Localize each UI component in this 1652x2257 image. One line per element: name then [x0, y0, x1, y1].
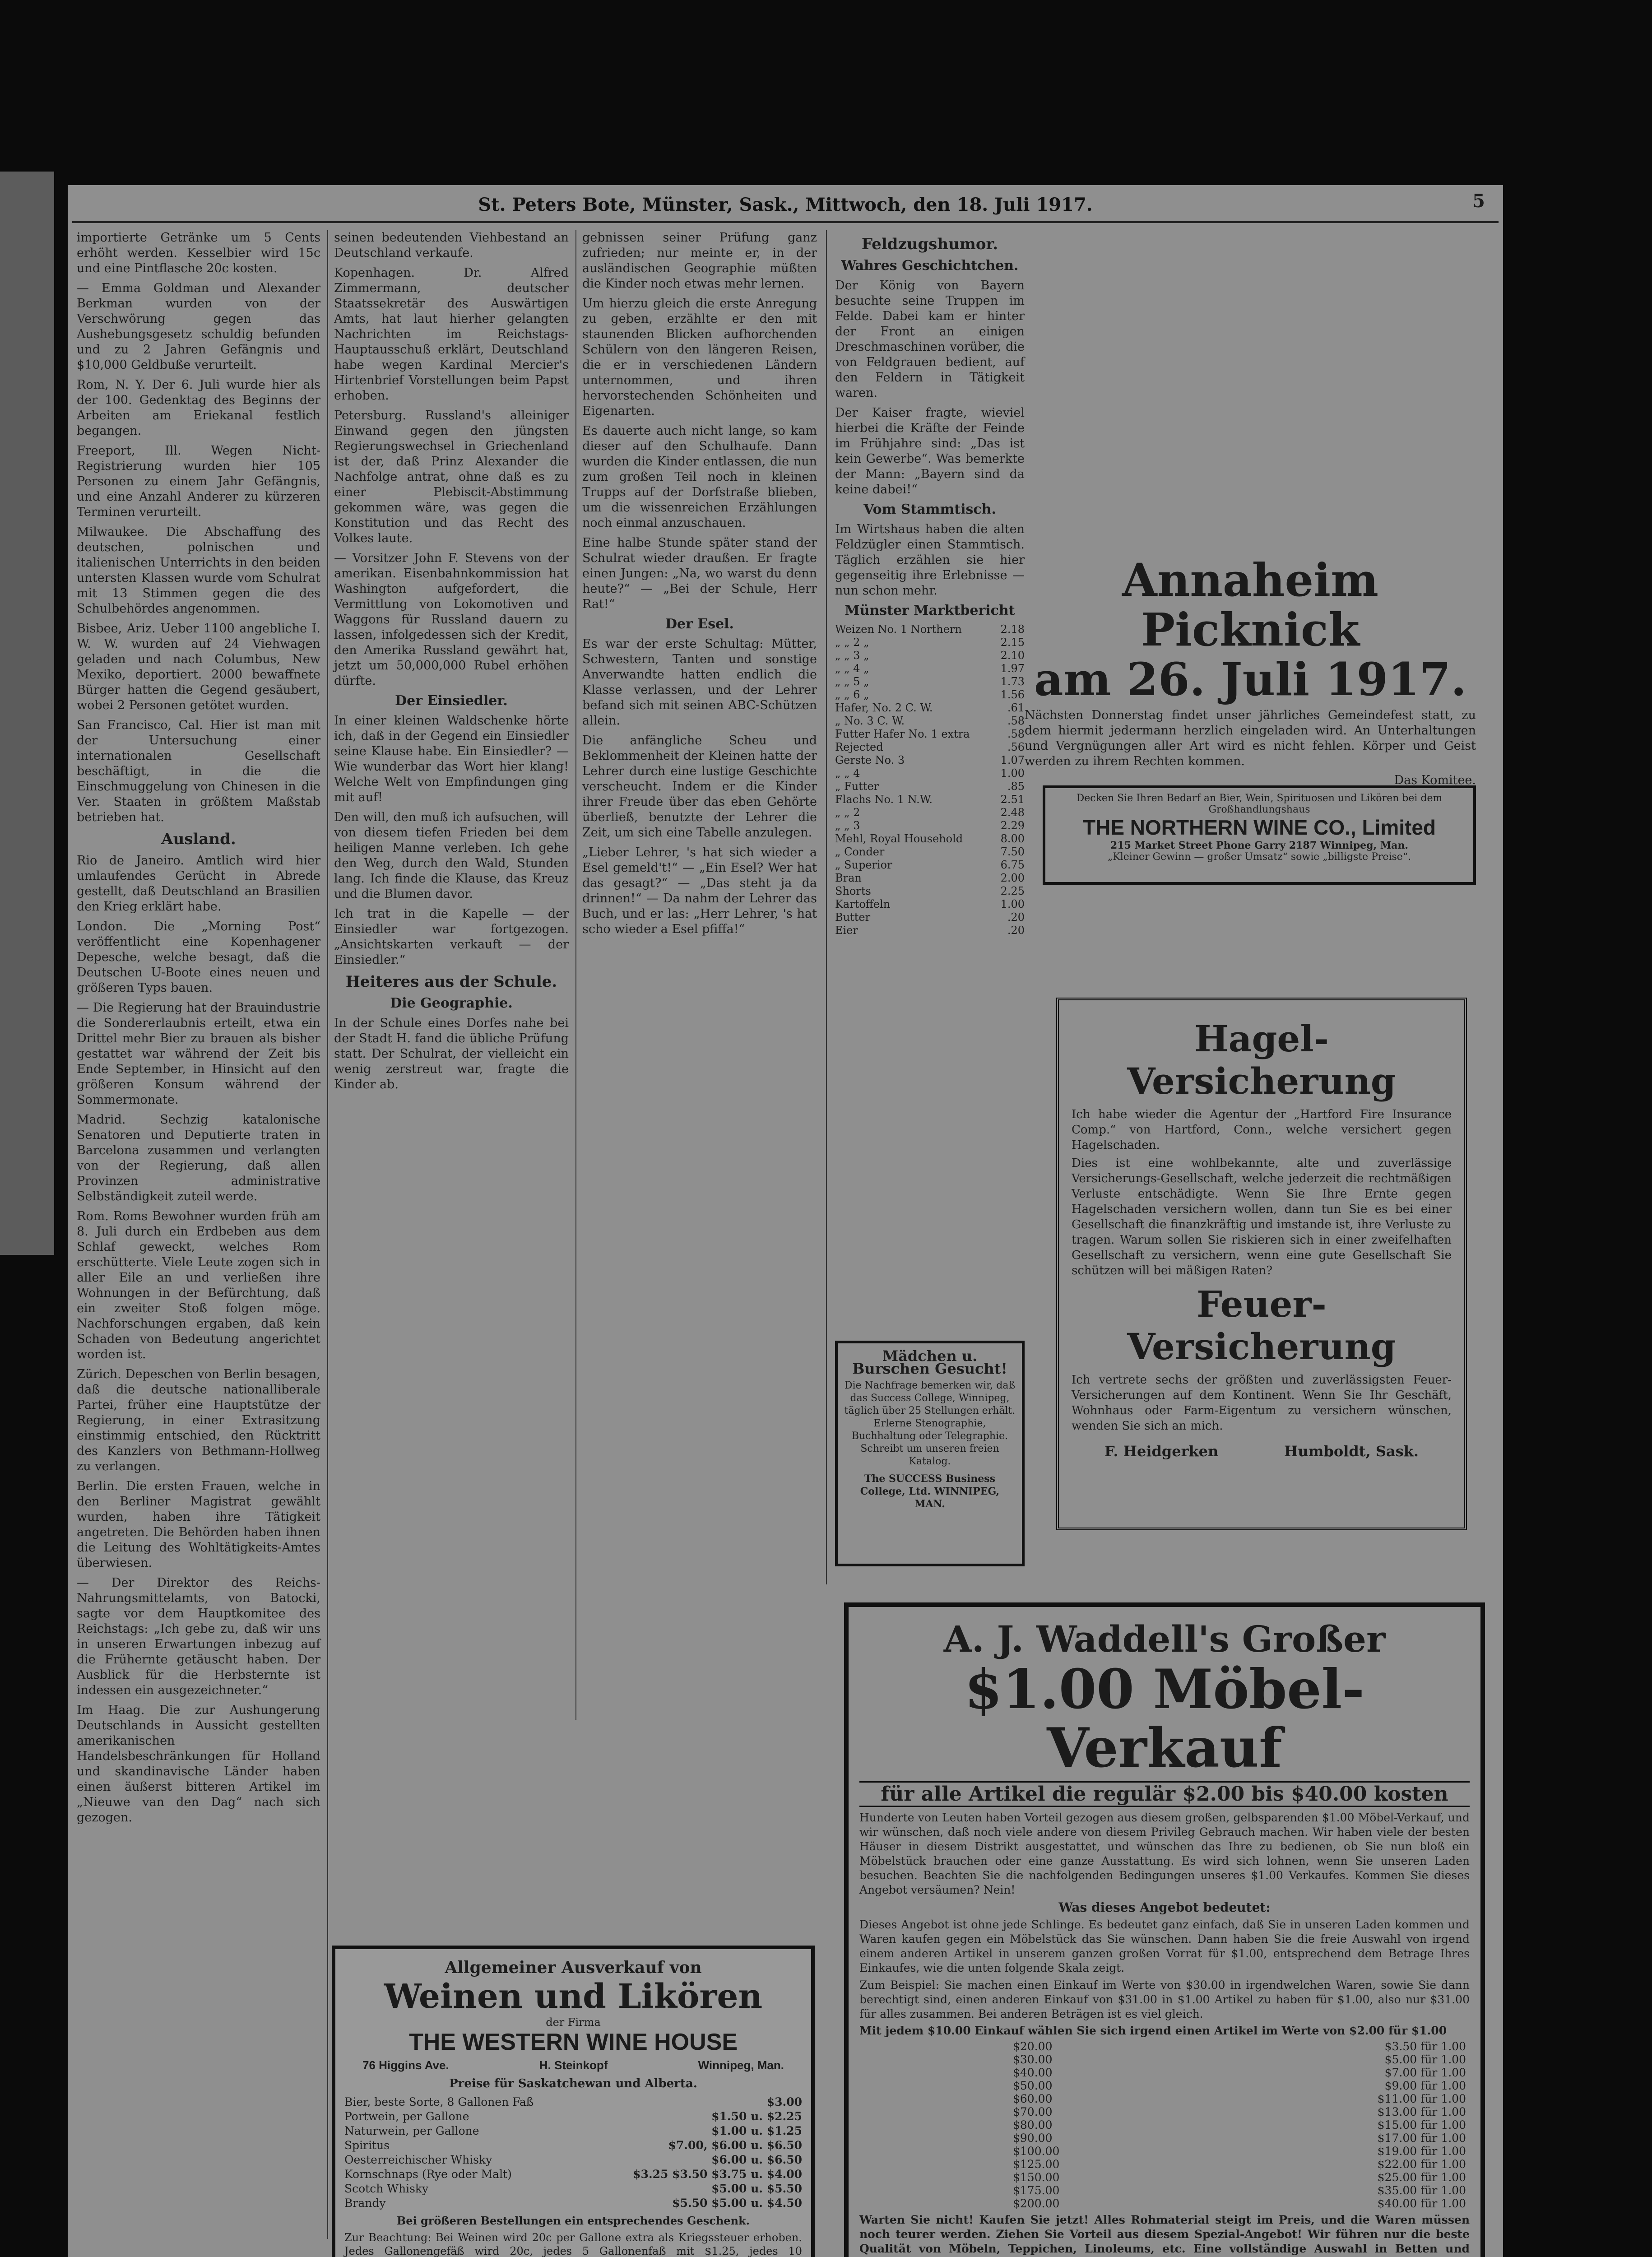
column-3 [582, 230, 817, 942]
scale-row [859, 2145, 1470, 2158]
bonus-value: $17.00 für 1.00 [1377, 2132, 1466, 2145]
article-paragraph: Ich trat in die Kapelle — der Einsiedler war fortgezogen. „Ansichtskarten verkauft — der Einsiedler.“ [334, 907, 569, 967]
row-value: 2.25 [1000, 885, 1025, 897]
price-row [344, 2167, 802, 2182]
bonus-value: $3.50 für 1.00 [1384, 2040, 1466, 2053]
address-street: 76 Higgins Ave. [362, 2058, 449, 2072]
waddell-table-heading: Mit jedem $10.00 Einkauf wählen Sie sich irgend einen Artikel im Werte von $2.00 für $1.00 [859, 2024, 1447, 2037]
bonus-value: $9.00 für 1.00 [1384, 2079, 1466, 2092]
market-row [835, 701, 1025, 715]
section-heading-ausland: Ausland. [161, 830, 236, 848]
newspaper-page [68, 185, 1503, 2257]
column-1 [77, 230, 320, 1830]
row-value: .56 [1007, 741, 1025, 753]
scale-row [859, 2158, 1470, 2171]
purchase-amount: $100.00 [1013, 2145, 1060, 2158]
row-label: Shorts [835, 885, 871, 897]
bonus-value: $11.00 für 1.00 [1377, 2092, 1466, 2105]
row-value: $3.25 $3.50 $3.75 u. $4.00 [633, 2168, 802, 2181]
bonus-value: $40.00 für 1.00 [1377, 2197, 1466, 2210]
scale-row [859, 2132, 1470, 2145]
ad-address: 215 Market Street Phone Garry 2187 Winnipeg, Man. [1110, 840, 1409, 851]
article-paragraph: Madrid. Sechzig katalonische Senatoren und Deputierte traten in Barcelona zusammen und verlangten von der Regierung, daß allen Provinzen administrative Selbständigkeit zuteil werde. [77, 1113, 320, 1203]
picnic-title: Annaheim Picknick [1122, 553, 1378, 656]
ad-annaheim-picnic [1025, 555, 1476, 792]
price-list [344, 2095, 802, 2211]
article-paragraph: Die anfängliche Scheu und Beklommenheit der Kleinen hatte der Lehrer durch eine lustige Geschichte verscheucht. Indem er die Kinder ihrer Freude über das eben Gehörte überließ, benutzte der Lehrer die Zeit, um sich eine Tabelle anzulegen. [582, 734, 817, 840]
address-owner: H. Steinkopf [539, 2058, 608, 2072]
price-row [344, 2196, 802, 2211]
row-label: „ Conder [835, 845, 885, 858]
scale-row [859, 2079, 1470, 2092]
scale-row [859, 2118, 1470, 2132]
row-value: 1.97 [1000, 662, 1025, 675]
article-paragraph: — Die Regierung hat der Brauindustrie die Sondererlaubnis erteilt, etwa ein Drittel mehr Bier zu brauen als bisher gestattet war während der Zeit bis Ende September, in Hinsicht auf den größeren Konsum während der Sommermonate. [77, 1001, 320, 1107]
adjacent-page-fragment [0, 172, 54, 1255]
row-label: Naturwein, per Gallone [344, 2124, 479, 2137]
purchase-amount: $50.00 [1013, 2079, 1053, 2092]
story-title-esel: Der Esel. [665, 616, 734, 632]
article-paragraph: Im Haag. Die zur Aushungerung Deutschlands in Aussicht gestellten amerikanischen Handelsbeschränkungen für Holland und skandinavische Länder haben einen äußerst bitteren Artikel im „Nieuwe van den Dag“ nach sich gezogen. [77, 1703, 320, 1825]
insurance-text: Ich habe wieder die Agentur der „Hartford Fire Insurance Comp.“ von Hartford, Conn., welche versichert gegen Hagelschaden. [1072, 1108, 1452, 1152]
article-paragraph: Den will, den muß ich aufsuchen, will von diesem tiefen Frieden bei dem heiligen Manne verleben. Ich gehe den Weg, durch den Wald, Stunden lang. Ich finde die Klause, das Kreuz und die Blumen davor. [334, 810, 569, 901]
row-label: „ „ 5 „ [835, 675, 869, 688]
price-row [344, 2182, 802, 2196]
market-row [835, 754, 1025, 767]
article-paragraph: Rom, N. Y. Der 6. Juli wurde hier als der 100. Gedenktag des Beginns der Arbeiten am Eriekanal festlich begangen. [77, 378, 320, 438]
waddell-title: A. J. Waddell's Großer [943, 1618, 1386, 1660]
article-paragraph: Bisbee, Ariz. Ueber 1100 angebliche I. W. W. wurden auf 24 Viehwagen geladen und nach Columbus, New Mexiko, deportiert. 2000 bewaffnete Bürger hatten die Gegend gesäubert, wobei 2 Personen getötet wurden. [77, 622, 320, 712]
article-paragraph: Der König von Bayern besuchte seine Truppen im Felde. Dabei kam er hinter der Front an einigen Dreschmaschinen vorüber, die von Feldgrauen bedient, auf den Feldern in Tätigkeit waren. [835, 279, 1025, 400]
picnic-signature: Das Komitee. [1394, 773, 1476, 787]
waddell-headline: $1.00 Möbel-Verkauf [964, 1658, 1365, 1780]
row-value: $5.00 u. $5.50 [711, 2182, 802, 2195]
article-paragraph: Rio de Janeiro. Amtlich wird hier umlaufendes Gerücht in Abrede gestellt, daß Deutschland an Brasilien den Krieg erklärt habe. [77, 854, 320, 914]
scale-row [859, 2197, 1470, 2210]
market-row [835, 688, 1025, 701]
row-label: Bran [835, 872, 862, 884]
row-value: .61 [1007, 701, 1025, 714]
article-paragraph: Freeport, Ill. Wegen Nicht-Registrierung wurden hier 105 Personen zu einem Jahr Gefängnis, und eine Anzahl Anderer zu kürzeren Terminen verurteilt. [77, 444, 320, 519]
row-label: „ „ 3 „ [835, 649, 869, 662]
row-value: 7.50 [1000, 845, 1025, 858]
row-label: „ „ 2 [835, 806, 860, 819]
ad-company: THE NORTHERN WINE CO., Limited [1083, 816, 1436, 839]
price-row [344, 2124, 802, 2138]
ad-note: Zur Beachtung: Bei Weinen wird 20c per Gallone extra als Kriegssteuer erhoben. Jedes Gallonengefäß wird 20c, jedes 5 Gallonenfaß mit $1.25, jedes 10 [344, 2231, 802, 2257]
market-row [835, 728, 1025, 741]
row-label: Futter Hafer No. 1 extra [835, 728, 970, 740]
row-value: $7.00, $6.00 u. $6.50 [668, 2139, 802, 2152]
ad-success-college [835, 1341, 1025, 1566]
row-label: Portwein, per Gallone [344, 2110, 469, 2123]
purchase-amount: $150.00 [1013, 2171, 1060, 2184]
picnic-body: Nächsten Donnerstag findet unser jährliches Gemeindefest statt, zu dem hiermit jedermann herzlich eingeladen wird. An Unterhaltungen und Vergnügungen aller Art wird es nicht fehlen. Körper und Geist werden zu ihrem Rechten kommen. [1025, 708, 1476, 768]
ad-small: der Firma [546, 2016, 601, 2029]
article-paragraph: Petersburg. Russland's alleiniger Einwand gegen den jüngsten Regierungswechsel in Griechenland ist der, daß Prinz Alexander die Nachfolge antrat, ohne daß es zu einer Plebiscit-Abstimmung gekommen wäre, was gegen die Konstitution und das Recht des Volkes laute. [334, 409, 569, 545]
market-row [835, 662, 1025, 675]
section-heading-schule: Heiteres aus der Schule. [345, 973, 557, 991]
market-row [835, 741, 1025, 754]
column-divider [826, 230, 827, 1584]
bonus-value: $7.00 für 1.00 [1384, 2066, 1466, 2079]
ad-note: Bei größeren Bestellungen ein entsprechendes Geschenk. [396, 2214, 750, 2227]
ad-western-wine [332, 1946, 815, 2257]
article-paragraph: Eine halbe Stunde später stand der Schulrat wieder draußen. Er fragte einen Jungen: „Na, wo warst du denn heute?“ — „Bei der Schule, Herr Rat!“ [582, 536, 817, 611]
ad-line: „Kleiner Gewinn — großer Umsatz“ sowie „billigste Preise“. [1107, 851, 1411, 863]
row-value: 1.00 [1000, 898, 1025, 910]
row-value: $5.50 $5.00 u. $4.50 [672, 2197, 802, 2210]
row-value: 2.29 [1000, 819, 1025, 832]
market-report-table [835, 623, 1025, 937]
row-value: 2.48 [1000, 806, 1025, 819]
ad-kicker: Allgemeiner Ausverkauf von [445, 1958, 702, 1977]
column-2 [334, 230, 569, 1097]
price-row [344, 2109, 802, 2124]
price-heading: Preise für Saskatchewan und Alberta. [449, 2077, 697, 2090]
row-value: .20 [1007, 924, 1025, 937]
row-value: .58 [1007, 715, 1025, 727]
row-label: Gerste No. 3 [835, 754, 905, 766]
row-label: Rejected [835, 741, 883, 753]
article-paragraph: In der Schule eines Dorfes nahe bei der Stadt H. fand die übliche Prüfung statt. Der Schulrat, der vielleicht ein wenig zerstreut war, fragte die Kinder ab. [334, 1016, 569, 1091]
row-label: Butter [835, 911, 871, 924]
bonus-value: $13.00 für 1.00 [1377, 2105, 1466, 2118]
column-divider [327, 230, 328, 2239]
article-paragraph: Um hierzu gleich die erste Anregung zu geben, erzählte er den mit staunenden Blicken aufhorchenden Schülern von den längeren Reisen, die er in verschiedenen Ländern unternommen, und ihren hervorstechenden Schönheiten und Eigenarten. [582, 297, 817, 418]
row-value: 1.56 [1000, 688, 1025, 701]
row-value: 1.00 [1000, 767, 1025, 780]
market-row [835, 872, 1025, 885]
market-row [835, 649, 1025, 662]
ad-address [362, 2058, 784, 2072]
article-paragraph: „Lieber Lehrer, 's hat sich wieder a Esel gemeld't!“ — „Ein Esel? Wer hat das gesagt?“ — „Das steht ja da drinnen!“ — Da nahm der Lehrer das Buch, und er las: „Herr Lehrer, 's hat scho wieder a Esel pfiffa!“ [582, 845, 817, 936]
article-paragraph: Rom. Roms Bewohner wurden früh am 8. Juli durch ein Erdbeben aus dem Schlaf geweckt, welches Rom erschütterte. Viele Leute zogen sich in aller Eile an und verließen ihre Wohnungen in der Befürchtung, daß ein zweiter Stoß folgen möge. Nachforschungen ergaben, daß kein Schaden von Bedeutung angerichtet worden ist. [77, 1209, 320, 1361]
row-label: „ No. 3 C. W. [835, 715, 905, 727]
scale-row [859, 2040, 1470, 2053]
waddell-text: Hunderte von Leuten haben Vorteil gezogen aus diesem großen, gelbsparenden $1.00 Möbel-Verkauf, und wir wünschen, daß noch viele andere von diesem Privileg Gebrauch machen. Wir haben viele der besten Häuser in diesem Distrikt ausgestattet, und wünschen das Ihre zu bedienen, ob Sie nun bloß ein Möbelstück brauchen oder eine ganze Ausstattung. Es wird sich lohnen, wenn Sie unseren Laden besuchen. Beachten Sie die nachfolgenden Bedingungen unseres $1.00 Verkaufes. Kommen Sie dieses Angebot versäumen? Nein! [859, 1811, 1470, 1896]
picnic-date: am 26. Juli 1917. [1034, 653, 1467, 706]
row-label: „ Futter [835, 780, 879, 793]
agent-place: Humboldt, Sask. [1284, 1443, 1419, 1460]
bonus-value: $5.00 für 1.00 [1384, 2053, 1466, 2066]
waddell-text: Dieses Angebot ist ohne jede Schlinge. Es bedeutet ganz einfach, daß Sie in unseren Laden kommen und Waren kaufen gegen ein Möbelstück das Sie wünschen. Dann haben Sie die freie Auswahl von irgend einem anderen Artikel in unserem ganzen großen Vorrat für $1.00, entsprechend dem Betrage Ihres Einkaufes, wie die unten folgende Skala zeigt. [859, 1918, 1470, 1974]
purchase-amount: $30.00 [1013, 2053, 1053, 2066]
article-paragraph: San Francisco, Cal. Hier ist man mit der Untersuchung einer internationalen Gesellschaft beschäftigt, in die die Einschmuggelung von Chinesen in die Ver. Staaten in größtem Maßstab betrieben hat. [77, 718, 320, 824]
column-4 [835, 230, 1025, 937]
page-header: St. Peters Bote, Münster, Sask., Mittwoch, den 18. Juli 1917. [478, 194, 1093, 215]
row-value: 6.75 [1000, 859, 1025, 871]
article-paragraph: Im Wirtshaus haben die alten Feldzügler einen Stammtisch. Täglich erzählen sie hier gegenseitig ihre Erlebnisse — nun schon mehr. [835, 522, 1025, 598]
market-row [835, 819, 1025, 832]
market-row [835, 806, 1025, 819]
article-paragraph: importierte Getränke um 5 Cents erhöht werden. Kesselbier wird 15c und eine Pintflasche 20c kosten. [77, 231, 320, 275]
ad-company: THE WESTERN WINE HOUSE [408, 2029, 738, 2055]
article-paragraph: Milwaukee. Die Abschaffung des deutschen, polnischen und italienischen Unterrichts in den beiden untersten Klassen wurde vom Schulrat mit 13 Stimmen gegen die des Schulbehördes angenommen. [77, 525, 320, 616]
ad-title: Weinen und Likören [384, 1977, 763, 2016]
row-value: 2.18 [1000, 623, 1025, 636]
price-row [344, 2138, 802, 2153]
row-value: $1.00 u. $1.25 [711, 2124, 802, 2137]
market-row [835, 780, 1025, 793]
row-label: Bier, beste Sorte, 8 Gallonen Faß [344, 2095, 534, 2108]
insurance-signature [1072, 1443, 1452, 1460]
waddell-scale-table [859, 2040, 1470, 2210]
purchase-amount: $80.00 [1013, 2118, 1053, 2132]
article-paragraph: London. Die „Morning Post“ veröffentlicht eine Kopenhagener Depesche, welche besagt, daß die Deutschen U-Boote eines neuen und größeren Typs bauen. [77, 920, 320, 995]
row-label: „ „ 4 [835, 767, 860, 780]
market-row [835, 924, 1025, 937]
purchase-amount: $20.00 [1013, 2040, 1053, 2053]
row-label: „ Superior [835, 859, 892, 871]
story-title: Wahres Geschichtchen. [841, 258, 1019, 274]
row-value: $3.00 [766, 2095, 802, 2108]
article-paragraph: — Emma Goldman und Alexander Berkman wurden von der Verschwörung gegen das Aushebungsgesetz schuldig befunden und zu 2 Jahren Gefängnis und $10,000 Geldbuße verurteilt. [77, 281, 320, 372]
article-paragraph: gebnissen seiner Prüfung ganz zufrieden; nur meinte er, in der ausländischen Geographie müßten die Kinder noch etwas mehr lernen. [582, 231, 817, 291]
market-row [835, 898, 1025, 911]
row-value: 1.07 [1000, 754, 1025, 766]
row-value: 2.15 [1000, 636, 1025, 649]
row-label: Eier [835, 924, 858, 937]
row-label: „ „ 6 „ [835, 688, 869, 701]
bonus-value: $25.00 für 1.00 [1377, 2171, 1466, 2184]
scale-row [859, 2105, 1470, 2118]
row-label: Brandy [344, 2197, 386, 2210]
ad-waddell-furniture [844, 1602, 1485, 2257]
purchase-amount: $90.00 [1013, 2132, 1053, 2145]
row-value: 1.73 [1000, 675, 1025, 688]
row-value: $1.50 u. $2.25 [711, 2110, 802, 2123]
row-value: .20 [1007, 911, 1025, 924]
market-row [835, 885, 1025, 898]
market-report-title: Münster Marktbericht [845, 603, 1015, 618]
row-value: 2.51 [1000, 793, 1025, 806]
scale-row [859, 2066, 1470, 2079]
story-title-geographie: Die Geographie. [390, 995, 513, 1011]
purchase-amount: $70.00 [1013, 2105, 1053, 2118]
row-value: 2.10 [1000, 649, 1025, 662]
ad-body: Die Nachfrage bemerken wir, daß das Success College, Winnipeg, täglich über 25 Stellungen erhält. Erlerne Stenographie, Buchhaltung oder Telegraphie. Schreibt um unseren freien Katalog. [844, 1380, 1016, 1467]
story-title: Vom Stammtisch. [863, 502, 996, 517]
market-row [835, 911, 1025, 924]
agent-name: F. Heidgerken [1104, 1443, 1219, 1460]
price-row [344, 2153, 802, 2167]
article-paragraph: Zürich. Depeschen von Berlin besagen, daß die deutsche nationalliberale Partei, früher eine Hauptstütze der Regierung, in einer Extrasitzung einstimmig entschied, den Rücktritt des Kanzlers von Bethmann-Hollweg zu verlangen. [77, 1367, 320, 1473]
row-label: „ „ 4 „ [835, 662, 869, 675]
row-value: .58 [1007, 728, 1025, 740]
article-paragraph: — Der Direktor des Reichs-Nahrungsmittelamts, von Batocki, sagte vor dem Hauptkomitee des Reichstags: „Ich gebe zu, daß wir uns in unseren Erwartungen inbezug auf die Frühernte getäuscht haben. Der Ausblick für die Herbsternte ist indessen ein ausgezeichneter.“ [77, 1576, 320, 1697]
row-value: 2.00 [1000, 872, 1025, 884]
row-label: Spiritus [344, 2139, 390, 2152]
row-value: 8.00 [1000, 832, 1025, 845]
row-value: .85 [1007, 780, 1025, 793]
insurance-fire-title: Feuer-Versicherung [1127, 1283, 1396, 1368]
waddell-subheadline: für alle Artikel die regulär $2.00 bis $40.00 kosten [859, 1781, 1470, 1807]
bonus-value: $35.00 für 1.00 [1377, 2184, 1466, 2197]
purchase-amount: $40.00 [1013, 2066, 1053, 2079]
market-row [835, 767, 1025, 780]
row-label: Hafer, No. 2 C. W. [835, 701, 933, 714]
scale-row [859, 2171, 1470, 2184]
waddell-text: Zum Beispiel: Sie machen einen Einkauf im Werte von $30.00 in irgendwelchen Waren, sowie Sie dann berechtigt sind, einen anderen Einkauf von $31.00 in $1.00 Artikel zu haben für $1.00, also nur $31.00 für alles zusammen. Bei anderen Beträgen ist es viel gleich. [859, 1978, 1470, 2020]
market-row [835, 675, 1025, 688]
market-row [835, 623, 1025, 636]
purchase-amount: $125.00 [1013, 2158, 1060, 2171]
scale-row [859, 2092, 1470, 2105]
article-paragraph: Es dauerte auch nicht lange, so kam dieser auf den Schulhaufe. Dann wurden die Kinder entlassen, die nun zum großen Teil noch in kleinen Trupps auf der Dorfstraße blieben, um die wissenreichen Erzählungen noch einmal anzuschauen. [582, 424, 817, 530]
header-rule [72, 221, 1499, 223]
insurance-text: Ich vertrete sechs der größten und zuverlässigsten Feuer-Versicherungen auf dem Kontinent. Wenn Sie Ihr Geschäft, Wohnhaus oder Farm-Eigentum zu versichern wünschen, wenden Sie sich an mich. [1072, 1373, 1452, 1433]
purchase-amount: $175.00 [1013, 2184, 1060, 2197]
row-label: „ „ 2 „ [835, 636, 869, 649]
bonus-value: $22.00 für 1.00 [1377, 2158, 1466, 2171]
story-title-einsiedler: Der Einsiedler. [395, 693, 508, 709]
article-paragraph: Der Kaiser fragte, wieviel hierbei die Kräfte der Feinde im Frühjahre sind: „Das ist kein Gewerbe“. Was bemerkte der Mann: „Bayern sind da keine dabei!“ [835, 406, 1025, 497]
row-label: Oesterreichischer Whisky [344, 2153, 492, 2166]
address-city: Winnipeg, Man. [698, 2058, 784, 2072]
insurance-hail-title: Hagel-Versicherung [1127, 1017, 1396, 1102]
ad-title: Mädchen u. Burschen Gesucht! [852, 1347, 1007, 1377]
row-label: „ „ 3 [835, 819, 860, 832]
row-label: Kornschnaps (Rye oder Malt) [344, 2168, 512, 2181]
market-row [835, 715, 1025, 728]
purchase-amount: $200.00 [1013, 2197, 1060, 2210]
market-row [835, 793, 1025, 806]
market-row [835, 845, 1025, 859]
row-label: Scotch Whisky [344, 2182, 429, 2195]
purchase-amount: $60.00 [1013, 2092, 1053, 2105]
ad-footer: The SUCCESS Business College, Ltd. WINNIPEG, MAN. [860, 1473, 1000, 1510]
row-label: Weizen No. 1 Northern [835, 623, 962, 636]
article-paragraph: Berlin. Die ersten Frauen, welche in den Berliner Magistrat gewählt wurden, haben ihre Tätigkeit angetreten. Die Behörden haben ihnen die Leitung des Wohltätigkeits-Amtes überwiesen. [77, 1479, 320, 1570]
section-heading-feldzugshumor: Feldzugshumor. [861, 235, 998, 253]
bonus-value: $19.00 für 1.00 [1377, 2145, 1466, 2158]
row-label: Kartoffeln [835, 898, 891, 910]
market-row [835, 859, 1025, 872]
article-paragraph: In einer kleinen Waldschenke hörte ich, daß in der Gegend ein Einsiedler seine Klause habe. Ein Einsiedler? — Wie wunderbar das Wort hier klang! Welche Welt von Empfindungen ging mit auf! [334, 714, 569, 804]
article-paragraph: Es war der erste Schultag: Mütter, Schwestern, Tanten und sonstige Anverwandte hatten endlich die Klasse verlassen, und der Lehrer befand sich mit seinen ABC-Schützen allein. [582, 637, 817, 728]
waddell-subheading: Was dieses Angebot bedeutet: [1058, 1900, 1271, 1915]
waddell-closing: Warten Sie nicht! Kaufen Sie jetzt! Alles Rohmaterial steigt im Preis, und die Waren müssen noch teurer werden. Ziehen Sie Vorteil aus diesem Spezial-Angebot! Wir führen nur die beste Qualität von Möbeln, Teppichen, Linoleums, etc. Eine vollständige Auswahl in Betten und [859, 2213, 1470, 2255]
row-value: $6.00 u. $6.50 [711, 2153, 802, 2166]
article-paragraph: Kopenhagen. Dr. Alfred Zimmermann, deutscher Staatssekretär des Auswärtigen Amts, hat laut hierher gelangten Nachrichten im Reichstags-Hauptausschuß erklärt, Deutschland habe wegen Kardinal Mercier's Hirtenbrief Vorstellungen beim Papst erhoben. [334, 266, 569, 403]
insurance-text: Dies ist eine wohlbekannte, alte und zuverlässige Versicherungs-Gesellschaft, welche jederzeit die rechtmäßigen Verluste entschädigte. Wenn Sie Ihre Ernte gegen Hagelschaden versichern wollen, dann tun Sie es bei einer Gesellschaft die finanzkräftig und imstande ist, ihre Verluste zu tragen. Warum sollen Sie riskieren sich in einer zweifelhaften Gesellschaft zu versichern, wenn eine gute Gesellschaft Sie schützen will bei mäßigen Raten? [1072, 1156, 1452, 1277]
ad-line: Decken Sie Ihren Bedarf an Bier, Wein, Spirituosen und Likören bei dem Großhandlungshaus [1076, 793, 1443, 815]
market-row [835, 636, 1025, 649]
article-paragraph: — Vorsitzer John F. Stevens von der amerikan. Eisenbahnkommission hat Washington aufgefordert, die Vermittlung von Lokomotiven und Waggons für Russland dauern zu lassen, infolgedessen sich der Kredit, den Amerika Russland gewährt hat, jetzt um 50,000,000 Rubel erhöhen dürfte. [334, 551, 569, 688]
scale-row [859, 2184, 1470, 2197]
column-divider [575, 230, 576, 1720]
ad-northern-wine [1043, 785, 1476, 885]
page-number: 5 [1472, 190, 1485, 212]
bonus-value: $15.00 für 1.00 [1377, 2118, 1466, 2132]
market-row [835, 832, 1025, 845]
ad-insurance [1056, 998, 1467, 1530]
article-paragraph: seinen bedeutenden Viehbestand an Deutschland verkaufe. [334, 231, 569, 260]
price-row [344, 2095, 802, 2109]
scale-row [859, 2053, 1470, 2066]
row-label: Flachs No. 1 N.W. [835, 793, 933, 806]
row-label: Mehl, Royal Household [835, 832, 963, 845]
